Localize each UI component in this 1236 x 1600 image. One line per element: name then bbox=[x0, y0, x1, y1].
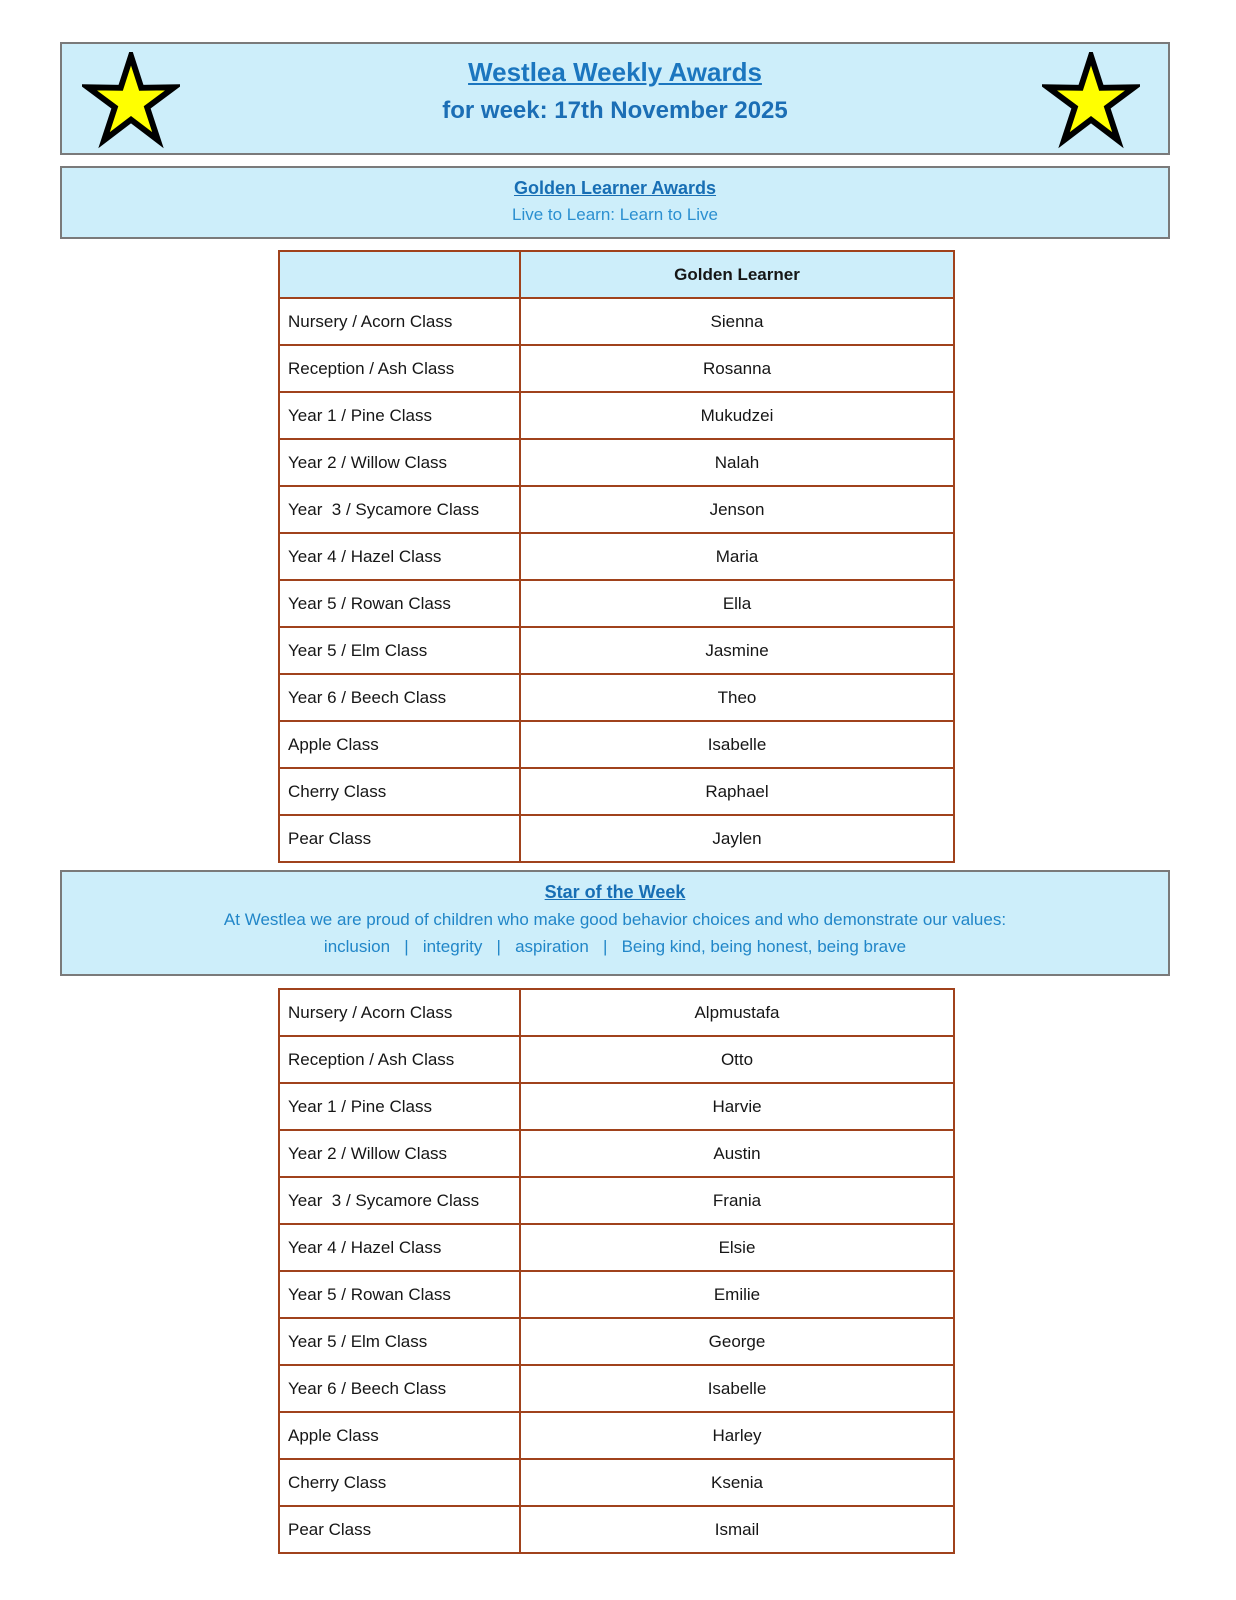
winner-cell: Jenson bbox=[520, 486, 954, 533]
table-row bbox=[279, 627, 954, 674]
class-cell: Year 6 / Beech Class bbox=[279, 1365, 520, 1412]
winner-cell: Isabelle bbox=[520, 721, 954, 768]
class-cell: Year 2 / Willow Class bbox=[279, 439, 520, 486]
table-row bbox=[279, 345, 954, 392]
winner-cell: Ksenia bbox=[520, 1459, 954, 1506]
table-row bbox=[279, 674, 954, 721]
class-cell: Year 5 / Elm Class bbox=[279, 627, 520, 674]
table-row bbox=[279, 298, 954, 345]
winner-cell: Isabelle bbox=[520, 1365, 954, 1412]
class-cell: Apple Class bbox=[279, 721, 520, 768]
class-cell: Year 6 / Beech Class bbox=[279, 674, 520, 721]
golden-learner-banner bbox=[60, 166, 1170, 239]
week-subtitle: for week: 17th November 2025 bbox=[442, 97, 788, 124]
table-row bbox=[279, 1271, 954, 1318]
winner-cell: Harvie bbox=[520, 1083, 954, 1130]
class-cell: Year 4 / Hazel Class bbox=[279, 533, 520, 580]
class-cell: Pear Class bbox=[279, 1506, 520, 1553]
star-of-week-values: inclusion | integrity | aspiration | Being kind, being honest, being brave bbox=[323, 937, 907, 956]
table-row bbox=[279, 1412, 954, 1459]
class-cell: Year 1 / Pine Class bbox=[279, 1083, 520, 1130]
star-of-week-table bbox=[278, 988, 955, 1554]
star-icon bbox=[82, 52, 180, 152]
class-cell: Nursery / Acorn Class bbox=[279, 989, 520, 1036]
class-cell: Year 1 / Pine Class bbox=[279, 392, 520, 439]
table-header-row bbox=[279, 251, 954, 298]
class-cell: Year 3 / Sycamore Class bbox=[279, 1177, 520, 1224]
table-row bbox=[279, 1036, 954, 1083]
star-icon bbox=[1042, 52, 1140, 152]
winner-cell: Elsie bbox=[520, 1224, 954, 1271]
table-row bbox=[279, 1318, 954, 1365]
golden-learner-motto: Live to Learn: Learn to Live bbox=[511, 205, 719, 224]
winner-cell: Sienna bbox=[520, 298, 954, 345]
class-cell: Cherry Class bbox=[279, 1459, 520, 1506]
class-cell: Reception / Ash Class bbox=[279, 345, 520, 392]
winner-cell: Rosanna bbox=[520, 345, 954, 392]
class-cell: Year 4 / Hazel Class bbox=[279, 1224, 520, 1271]
golden-learner-heading: Golden Learner Awards bbox=[513, 178, 717, 198]
table-row bbox=[279, 533, 954, 580]
star-of-week-heading: Star of the Week bbox=[544, 882, 686, 902]
table-row bbox=[279, 1130, 954, 1177]
table-row bbox=[279, 989, 954, 1036]
table-row bbox=[279, 439, 954, 486]
table-row bbox=[279, 768, 954, 815]
table-row bbox=[279, 1506, 954, 1553]
class-cell: Nursery / Acorn Class bbox=[279, 298, 520, 345]
winner-cell: Austin bbox=[520, 1130, 954, 1177]
winner-cell: Jaylen bbox=[520, 815, 954, 862]
winner-cell: Maria bbox=[520, 533, 954, 580]
table-row bbox=[279, 1083, 954, 1130]
table-row bbox=[279, 1224, 954, 1271]
winner-cell: Harley bbox=[520, 1412, 954, 1459]
table-row bbox=[279, 486, 954, 533]
winner-cell: Otto bbox=[520, 1036, 954, 1083]
class-cell: Year 2 / Willow Class bbox=[279, 1130, 520, 1177]
table-row bbox=[279, 1459, 954, 1506]
header-golden-learner-cell: Golden Learner bbox=[520, 251, 954, 298]
class-cell: Cherry Class bbox=[279, 768, 520, 815]
class-cell: Reception / Ash Class bbox=[279, 1036, 520, 1083]
class-cell: Year 3 / Sycamore Class bbox=[279, 486, 520, 533]
class-cell: Year 5 / Rowan Class bbox=[279, 580, 520, 627]
winner-cell: Alpmustafa bbox=[520, 989, 954, 1036]
winner-cell: Ella bbox=[520, 580, 954, 627]
header-empty-cell bbox=[279, 251, 520, 298]
winner-cell: Ismail bbox=[520, 1506, 954, 1553]
winner-cell: Nalah bbox=[520, 439, 954, 486]
star-of-week-description: At Westlea we are proud of children who make good behavior choices and who demonstrate our values: bbox=[223, 910, 1007, 929]
winner-cell: Mukudzei bbox=[520, 392, 954, 439]
winner-cell: Frania bbox=[520, 1177, 954, 1224]
table-row bbox=[279, 392, 954, 439]
page-title: Westlea Weekly Awards bbox=[468, 57, 762, 87]
table-row bbox=[279, 1365, 954, 1412]
golden-learner-table bbox=[278, 250, 955, 863]
winner-cell: George bbox=[520, 1318, 954, 1365]
class-cell: Apple Class bbox=[279, 1412, 520, 1459]
table-row bbox=[279, 1177, 954, 1224]
star-of-week-banner bbox=[60, 870, 1170, 976]
winner-cell: Jasmine bbox=[520, 627, 954, 674]
table-row bbox=[279, 580, 954, 627]
class-cell: Pear Class bbox=[279, 815, 520, 862]
winner-cell: Raphael bbox=[520, 768, 954, 815]
class-cell: Year 5 / Rowan Class bbox=[279, 1271, 520, 1318]
class-cell: Year 5 / Elm Class bbox=[279, 1318, 520, 1365]
table-row bbox=[279, 721, 954, 768]
winner-cell: Emilie bbox=[520, 1271, 954, 1318]
table-row bbox=[279, 815, 954, 862]
winner-cell: Theo bbox=[520, 674, 954, 721]
header-banner bbox=[60, 42, 1170, 155]
